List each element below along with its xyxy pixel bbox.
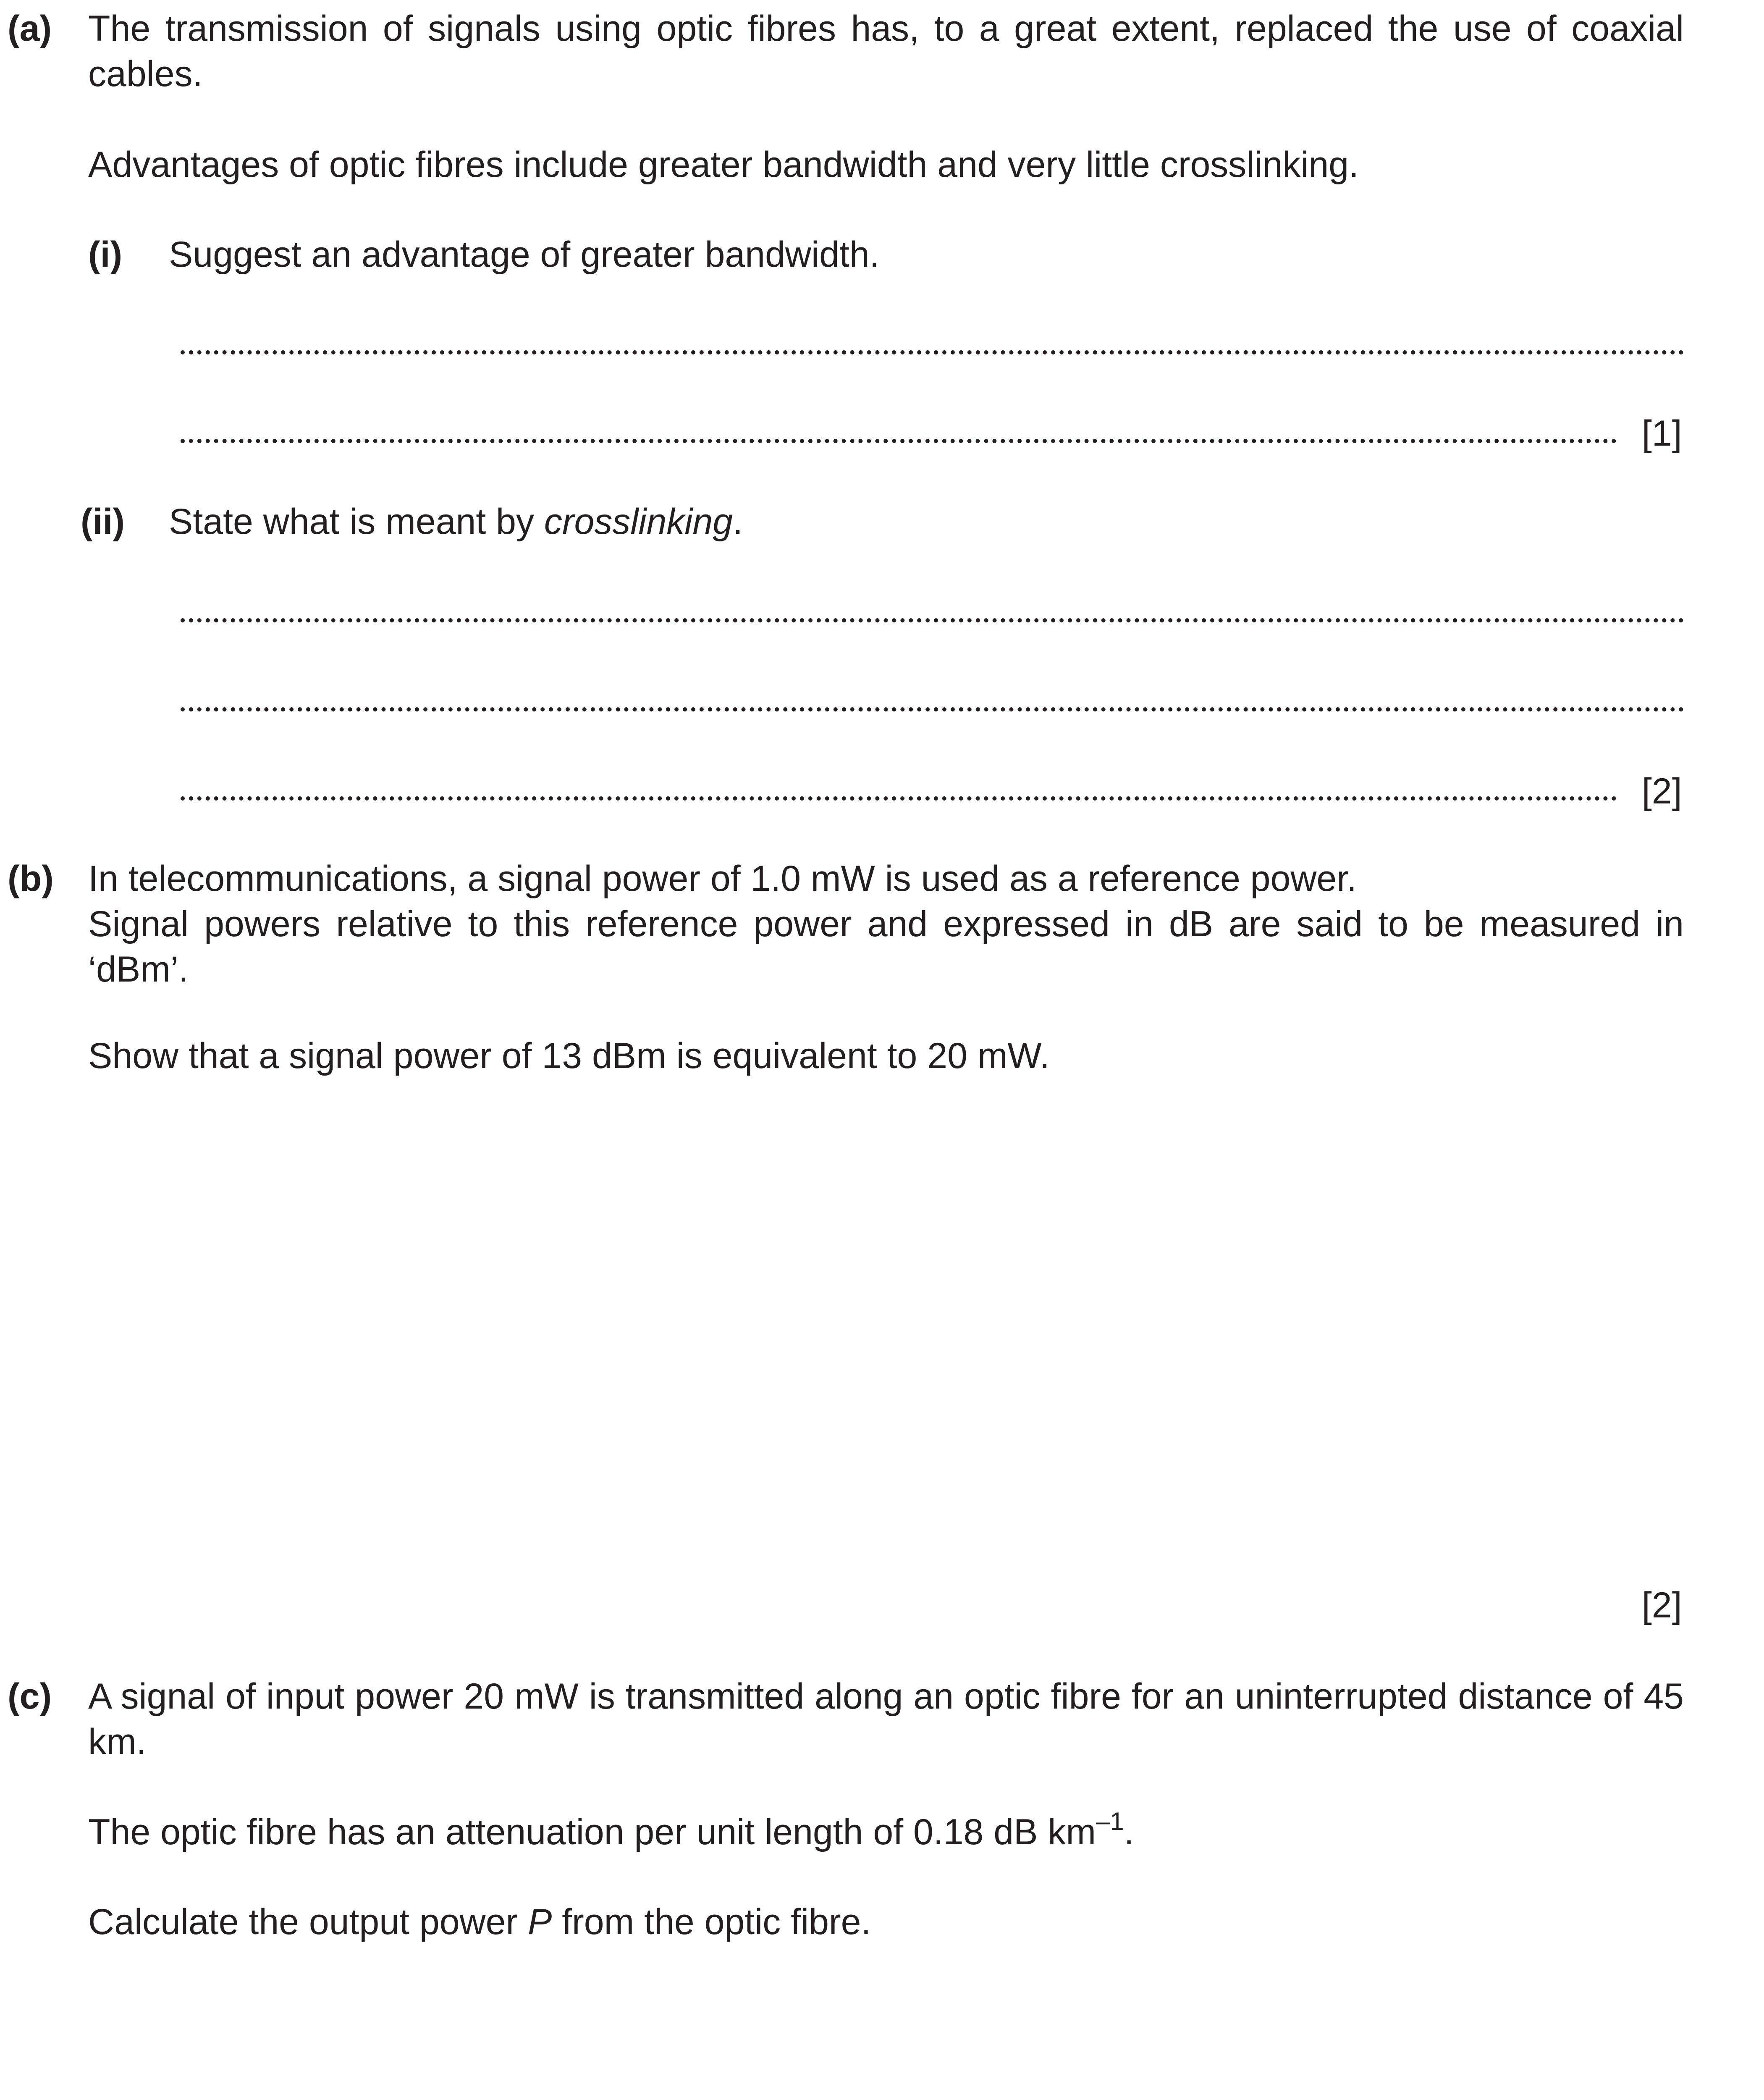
- question-label-a-i: (i): [88, 234, 123, 275]
- question-c-attenuation-exponent: –1: [1096, 1807, 1124, 1836]
- question-label-a: (a): [8, 8, 52, 49]
- marks-a-i: [1]: [1642, 413, 1682, 454]
- question-a-ii-suffix: .: [733, 501, 743, 542]
- question-a-ii-term: crosslinking: [544, 501, 733, 542]
- question-a-intro: The transmission of signals using optic fibres has, to a great extent, replaced the use of coaxial cables.: [88, 8, 1684, 94]
- question-c-task: [88, 1899, 871, 1945]
- question-a-ii-text: [169, 499, 743, 544]
- question-c-intro: A signal of input power 20 mW is transmitted along an optic fibre for an uninterrupted distance of 45 km.: [88, 1676, 1684, 1762]
- question-c-task-suffix: from the optic fibre.: [552, 1902, 871, 1942]
- answer-line-a-ii-3[interactable]: [181, 796, 1617, 801]
- answer-line-a-ii-2[interactable]: [181, 707, 1684, 711]
- question-a-ii-prefix: State what is meant by: [169, 501, 544, 542]
- answer-line-a-ii-1[interactable]: [181, 618, 1684, 622]
- marks-a-ii: [2]: [1642, 771, 1682, 811]
- question-b-task: Show that a signal power of 13 dBm is equivalent to 20 mW.: [88, 1036, 1050, 1076]
- question-a-advantages: Advantages of optic fibres include greater bandwidth and very little crosslinking.: [88, 144, 1359, 185]
- answer-line-a-i-1[interactable]: [181, 350, 1684, 354]
- question-c-task-symbol: P: [528, 1902, 552, 1942]
- question-c-attenuation-text: The optic fibre has an attenuation per unit length of 0.18 dB km: [88, 1812, 1096, 1852]
- question-c-attenuation: [88, 1809, 1134, 1855]
- question-b-intro-line2: Signal powers relative to this reference power and expressed in dB are said to be measured in ‘dBm’.: [88, 904, 1684, 990]
- marks-b: [2]: [1642, 1585, 1682, 1625]
- answer-line-a-i-2[interactable]: [181, 439, 1617, 443]
- question-c-task-prefix: Calculate the output power: [88, 1902, 528, 1942]
- question-c-attenuation-suffix: .: [1124, 1812, 1134, 1852]
- question-label-b: (b): [8, 858, 54, 899]
- question-a-i-text: Suggest an advantage of greater bandwidth.: [169, 234, 880, 275]
- question-label-a-ii: (ii): [81, 501, 125, 542]
- question-b-intro-line1: In telecommunications, a signal power of 1.0 mW is used as a reference power.: [88, 858, 1357, 899]
- question-label-c: (c): [8, 1676, 52, 1717]
